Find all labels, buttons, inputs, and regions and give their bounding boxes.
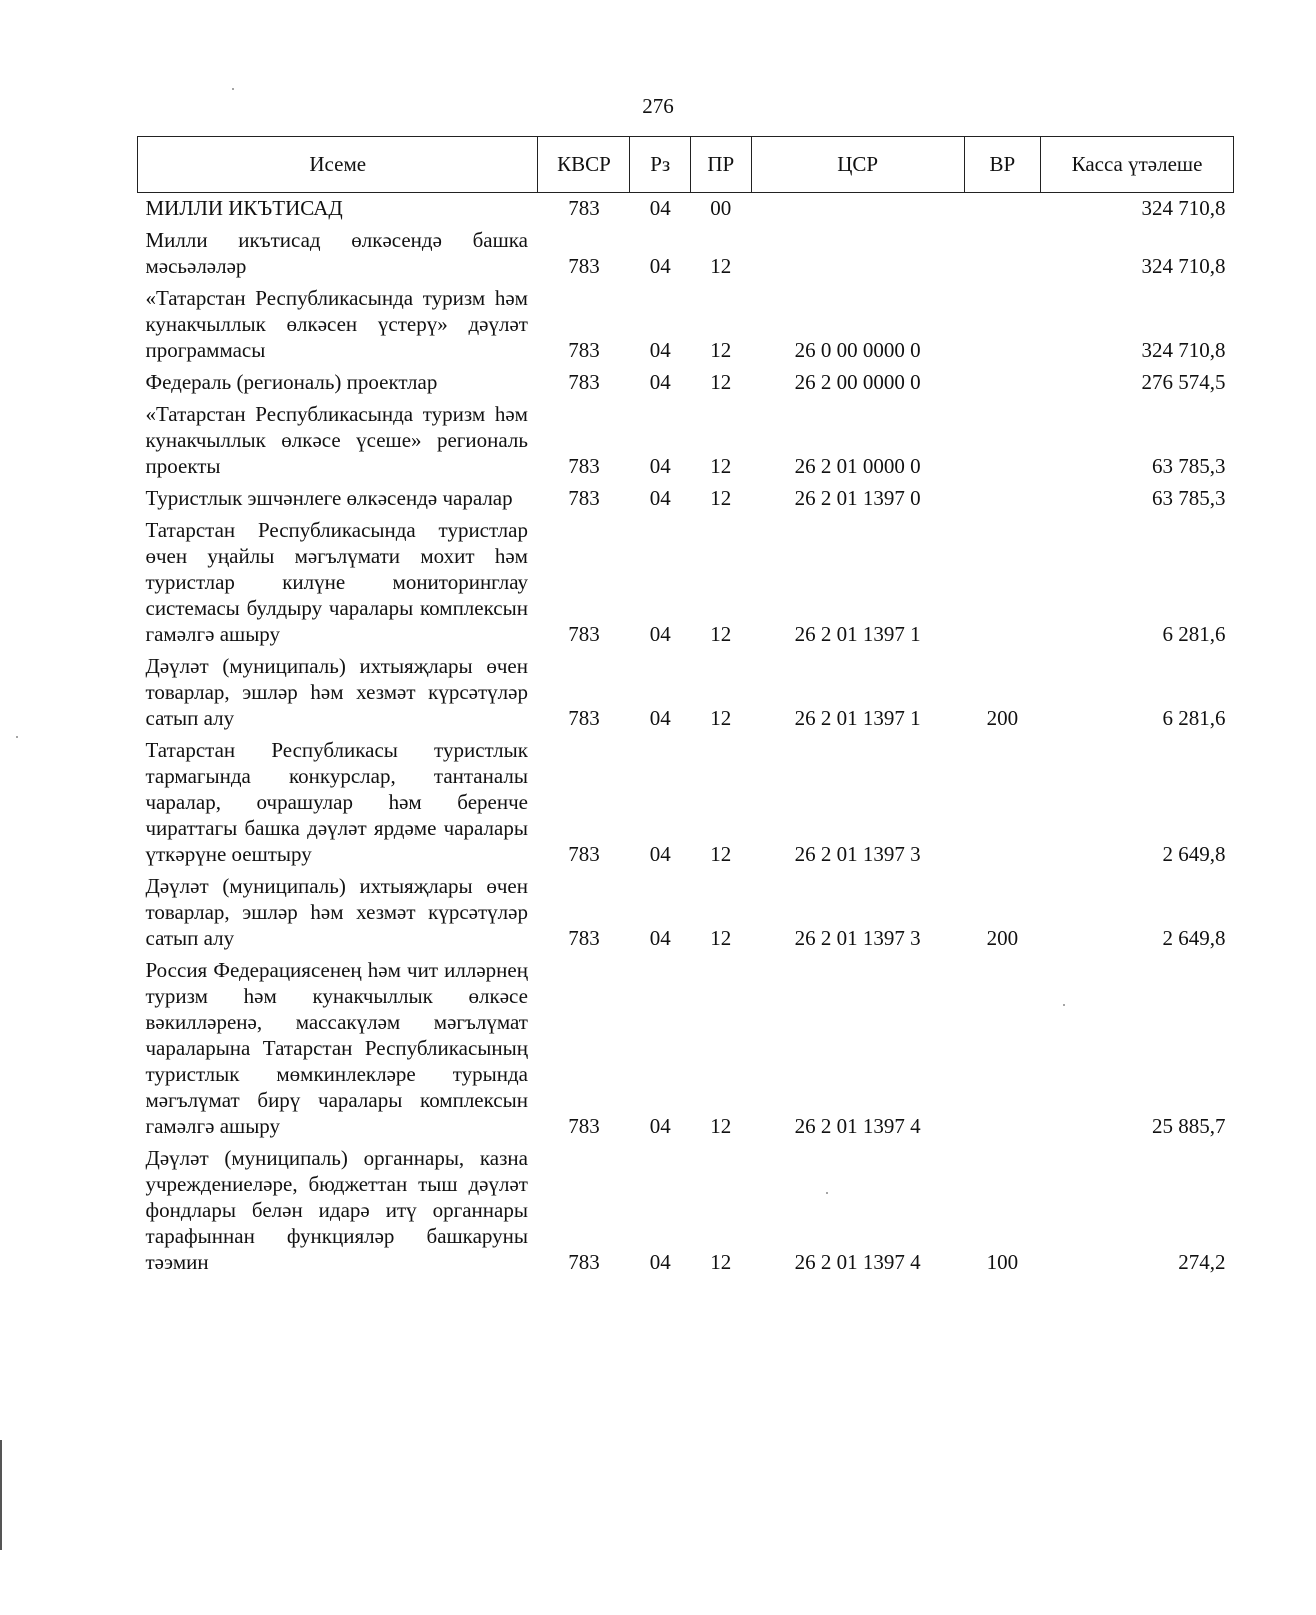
header-kvsr: КВСР [538,137,630,193]
cell-kassa: 2 649,8 [1162,842,1226,866]
cell-kassa: 324 710,8 [1141,196,1226,220]
cell-vr [964,734,1040,870]
cell-csr: 26 2 01 0000 0 [794,454,921,478]
table-row [138,282,1234,366]
cell-pr: 12 [710,254,732,278]
cell-name: Татарстан Республикасында туристлар өчен уңайлы мәгълүмати мохит һәм туристлар килүне мониторинглау системасы булдыру чаралары комплексын гамәлгә ашыру [145,518,528,646]
scan-speck [232,88,234,90]
header-vr: ВР [964,137,1040,193]
scan-edge-mark [0,1440,2,1550]
cell-pr: 12 [710,842,732,866]
table-row [138,224,1234,282]
budget-table [137,136,1234,1278]
table-row [138,366,1234,398]
cell-pr: 12 [710,486,732,510]
cell-kvsr: 783 [568,842,600,866]
cell-csr: 26 2 01 1397 3 [794,842,921,866]
cell-csr: 26 0 00 0000 0 [794,338,921,362]
cell-kvsr: 783 [568,706,600,730]
cell-kvsr: 783 [568,338,600,362]
cell-name: «Татарстан Республикасында туризм һәм кунакчыллык өлкәсен үстерү» дәүләт программасы [145,286,528,362]
cell-pr: 12 [710,1114,732,1138]
table-body [138,193,1234,1279]
table-row [138,870,1234,954]
cell-kvsr: 783 [568,196,600,220]
cell-vr: 100 [986,1250,1019,1274]
cell-rz: 04 [649,454,671,478]
cell-csr: 26 2 01 1397 1 [794,706,921,730]
cell-rz: 04 [649,622,671,646]
cell-rz: 04 [649,1250,671,1274]
cell-vr [964,954,1040,1142]
table-row [138,193,1234,225]
scan-speck [16,736,18,738]
header-csr: ЦСР [751,137,964,193]
cell-csr: 26 2 01 1397 1 [794,622,921,646]
cell-vr [964,224,1040,282]
cell-name: Россия Федерациясенең һәм чит илләрнең туризм һәм кунакчыллык өлкәсе вәкилләренә, массакүләм мәгълүмат чараларына Татарстан Республикасының туристлык мөмкинлекләре турында мәгълүмат бирү чаралары комплексын гамәлгә ашыру [145,958,528,1138]
cell-kassa: 6 281,6 [1162,622,1226,646]
cell-kassa: 63 785,3 [1152,454,1226,478]
cell-kassa: 324 710,8 [1141,338,1226,362]
cell-csr: 26 2 01 1397 4 [794,1250,921,1274]
cell-rz: 04 [649,706,671,730]
cell-csr: 26 2 01 1397 4 [794,1114,921,1138]
cell-pr: 12 [710,622,732,646]
cell-rz: 04 [649,1114,671,1138]
cell-kvsr: 783 [568,1114,600,1138]
header-rz: Рз [630,137,691,193]
cell-name: МИЛЛИ ИКЪТИСАД [145,196,343,220]
cell-csr: 26 2 01 1397 0 [794,486,921,510]
cell-kassa: 276 574,5 [1141,370,1226,394]
header-name: Исеме [138,137,538,193]
table-row [138,954,1234,1142]
table-row [138,398,1234,482]
scan-speck [826,1192,828,1194]
table-row [138,650,1234,734]
cell-vr [964,514,1040,650]
cell-rz: 04 [649,926,671,950]
cell-rz: 04 [649,338,671,362]
cell-kassa: 6 281,6 [1162,706,1226,730]
cell-pr: 12 [710,338,732,362]
cell-kvsr: 783 [568,486,600,510]
cell-rz: 04 [649,842,671,866]
cell-pr: 12 [710,1250,732,1274]
cell-name: Туристлык эшчәнлеге өлкәсендә чаралар [145,486,513,510]
cell-vr [964,193,1040,225]
cell-kvsr: 783 [568,454,600,478]
page-number: 276 [642,94,674,118]
cell-pr: 12 [710,926,732,950]
cell-pr: 12 [710,454,732,478]
cell-rz: 04 [649,254,671,278]
table-row [138,514,1234,650]
cell-kvsr: 783 [568,622,600,646]
cell-name: Дәүләт (муниципаль) ихтыяҗлары өчен товарлар, эшләр һәм хезмәт күрсәтүләр сатып алу [145,874,528,950]
cell-rz: 04 [649,486,671,510]
cell-name: Татарстан Республикасы туристлык тармагында конкурслар, тантаналы чаралар, очрашулар һәм беренче чираттагы башка дәүләт ярдәме чаралары үткәрүне оештыру [145,738,528,866]
cell-pr: 12 [710,370,732,394]
cell-kassa: 2 649,8 [1162,926,1226,950]
cell-vr: 200 [986,926,1019,950]
cell-name: «Татарстан Республикасында туризм һәм кунакчыллык өлкәсе үсеше» региональ проекты [145,402,528,478]
cell-name: Милли икътисад өлкәсендә башка мәсьәләләр [145,228,528,278]
header-pr: ПР [691,137,752,193]
cell-pr: 12 [710,706,732,730]
scan-speck [1063,1004,1065,1006]
cell-kassa: 274,2 [1178,1250,1226,1274]
cell-kvsr: 783 [568,254,600,278]
cell-vr [964,398,1040,482]
cell-rz: 04 [649,370,671,394]
cell-csr: 26 2 00 0000 0 [794,370,921,394]
cell-kvsr: 783 [568,926,600,950]
cell-vr [964,366,1040,398]
cell-pr: 00 [710,196,732,220]
cell-kvsr: 783 [568,1250,600,1274]
cell-kvsr: 783 [568,370,600,394]
header-kassa: Касса үтәлеше [1041,137,1234,193]
cell-kassa: 63 785,3 [1152,486,1226,510]
cell-name: Дәүләт (муниципаль) ихтыяҗлары өчен товарлар, эшләр һәм хезмәт күрсәтүләр сатып алу [145,654,528,730]
table-row [138,734,1234,870]
cell-rz: 04 [649,196,671,220]
cell-kassa: 324 710,8 [1141,254,1226,278]
cell-csr [751,193,964,225]
cell-vr [964,282,1040,366]
cell-csr: 26 2 01 1397 3 [794,926,921,950]
cell-vr [964,482,1040,514]
cell-name: Федераль (региональ) проектлар [145,370,438,394]
table-row [138,1142,1234,1278]
cell-csr [751,224,964,282]
table-header [138,137,1234,193]
cell-kassa: 25 885,7 [1152,1114,1226,1138]
cell-vr: 200 [986,706,1019,730]
table-row [138,482,1234,514]
cell-name: Дәүләт (муниципаль) органнары, казна учреждениеләре, бюджеттан тыш дәүләт фондлары белән идарә итү органнары тарафыннан функцияләр башкаруны тәэмин [145,1146,528,1274]
